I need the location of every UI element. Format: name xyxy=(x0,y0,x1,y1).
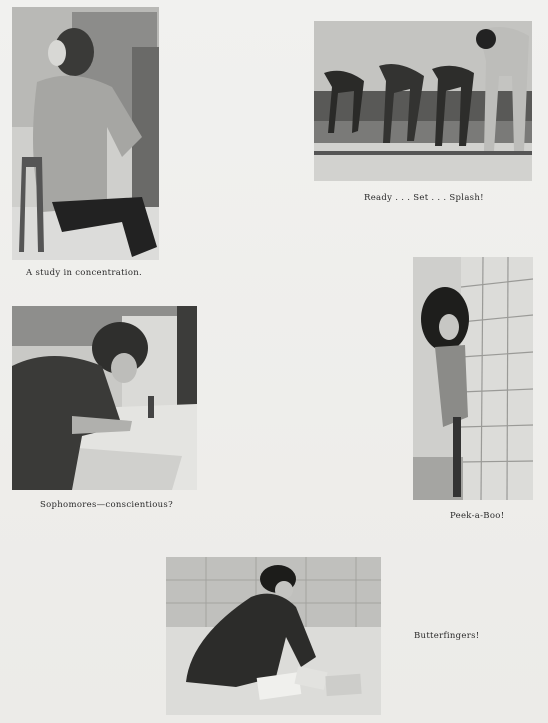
photo-butterfingers xyxy=(166,557,381,715)
caption-concentration: A study in concentration. xyxy=(26,268,143,278)
photo-student-headphones xyxy=(12,7,159,260)
caption-butterfingers: Butterfingers! xyxy=(414,631,480,641)
caption-sophomores: Sophomores—conscientious? xyxy=(40,500,173,510)
caption-peekaboo: Peek-a-Boo! xyxy=(450,511,505,521)
photo-swimmers xyxy=(314,21,532,181)
photo-sophomore-writing xyxy=(12,306,197,490)
photo-peekaboo xyxy=(413,257,533,500)
caption-splash: Ready . . . Set . . . Splash! xyxy=(364,193,484,203)
